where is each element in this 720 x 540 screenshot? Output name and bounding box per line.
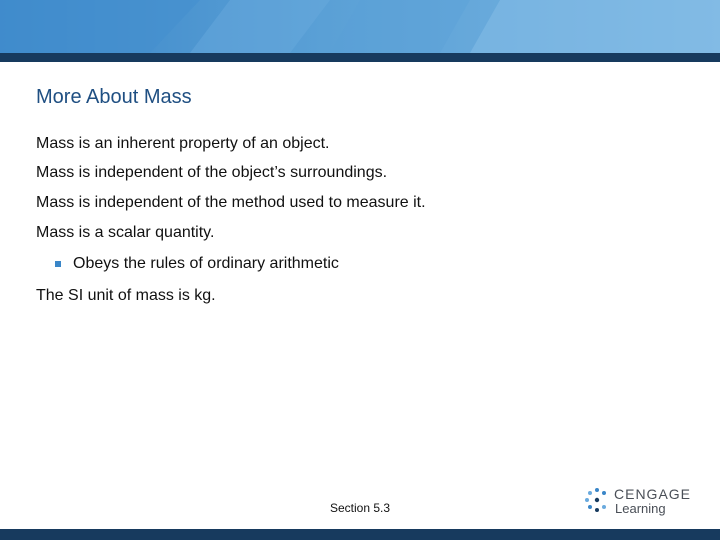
header-band <box>0 0 720 53</box>
body-line-1: Mass is an inherent property of an object. <box>36 135 330 152</box>
body-line-4: Mass is a scalar quantity. <box>36 224 215 241</box>
cengage-dots-icon <box>584 487 610 513</box>
header-rule <box>0 53 720 62</box>
logo-word-cengage: CENGAGE <box>614 486 692 502</box>
slide-title: More About Mass <box>36 86 192 108</box>
cengage-logo <box>584 485 694 519</box>
section-label: Section 5.3 <box>329 501 391 515</box>
sub-bullet <box>55 254 339 274</box>
header-decoration <box>0 0 720 53</box>
body-line-5: The SI unit of mass is kg. <box>36 287 216 304</box>
body-line-2: Mass is independent of the object’s surroundings. <box>36 164 388 181</box>
footer-rule <box>0 529 720 540</box>
logo-word-learning: Learning <box>615 501 666 516</box>
square-bullet-icon <box>55 261 61 267</box>
body-line-3: Mass is independent of the method used to measure it. <box>36 194 426 211</box>
sub-bullet-text: Obeys the rules of ordinary arithmetic <box>73 255 339 272</box>
